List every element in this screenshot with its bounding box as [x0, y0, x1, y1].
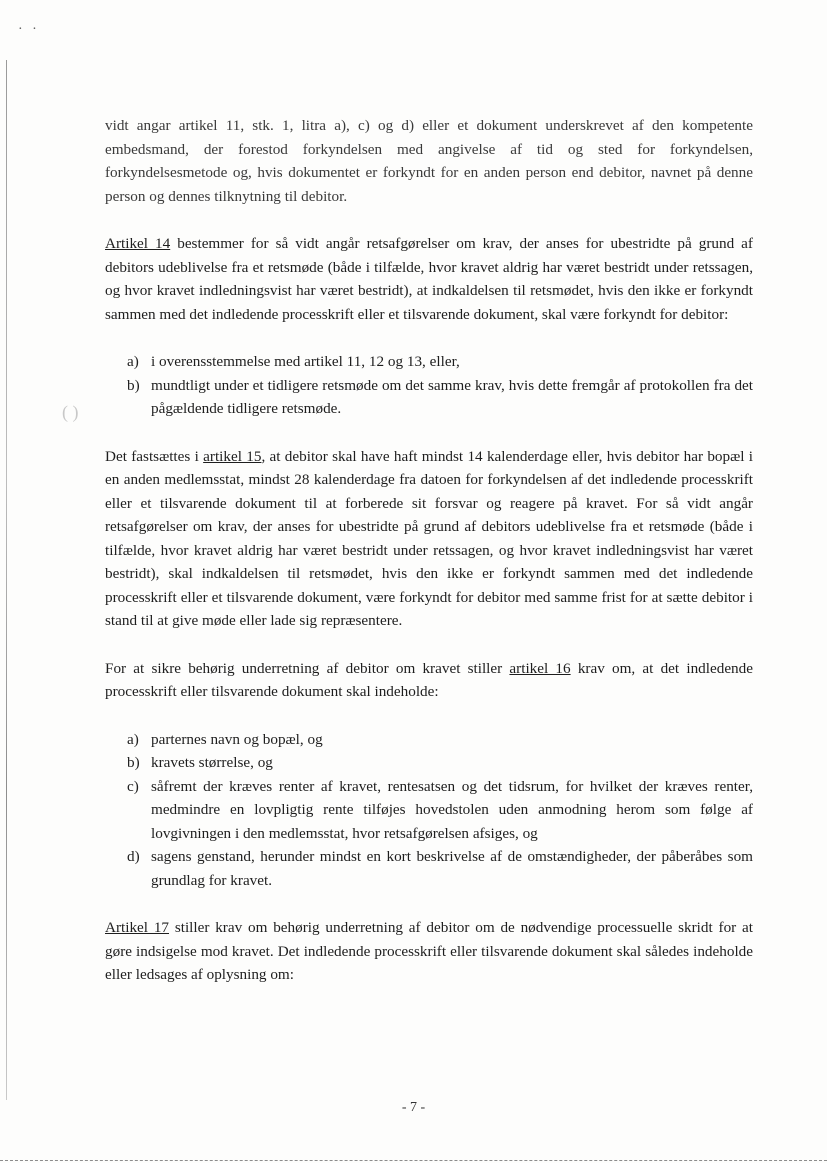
paragraph-article-17: Artikel 17 stiller krav om behørig underretning af debitor om de nødvendige processuelle skridt for at gøre indsigelse mod kravet. Det indledende processkrift eller tilsvarende dokument skal således indeholde eller ledsages af oplysning om:	[105, 919, 753, 983]
article-15-reference: artikel 15	[203, 447, 262, 465]
list-item: d) sagens genstand, herunder mindst en kort beskrivelse af de omstændigheder, der påberåbes som grundlag for kravet.	[127, 848, 753, 889]
paragraph-continuation: vidt angar artikel 11, stk. 1, litra a), c) og d) eller et dokument underskrevet af den kompetente embedsmand, der forestod forkyndelsen med angivelse af tid og sted for forkyndelsen, forkyndelsesmetode og, hvis dokumentet er forkyndt for en anden person end debitor, navnet på denne person og dennes tilknytning til debitor.	[105, 117, 753, 205]
list-item: c) såfremt der kræves renter af kravet, rentesatsen og det tidsrum, for hvilket der kræves renter, medmindre en lovpligtig rente tilføjes hovedstolen uden anmodning herom som følge af lovgivningen i den medlemsstat, hvor retsafgørelsen afsiges, og	[127, 777, 753, 842]
article-14-reference: Artikel 14	[105, 235, 171, 252]
article-16-reference: artikel 16	[509, 659, 571, 677]
list-item: b) mundtligt under et tidligere retsmøde om det samme krav, hvis dette fremgår af protokollen fra det pågældende tidligere retsmøde.	[127, 376, 753, 417]
list-item: a) i overensstemmelse med artikel 11, 12 og 13, eller,	[127, 353, 460, 370]
punch-hole-mark: ( )	[62, 402, 79, 422]
paragraph-article-14: Artikel 14 bestemmer for så vidt angår retsafgørelser om krav, der anses for ubestridte på grund af debitors udeblivelse fra et retsmøde (både i tilfælde, hvor kravet aldrig har været bestridt under retssagen, og hvor kravet indledningsvist har været bestridt), at indkaldelsen til retsmødet, hvis den ikke er forkyndt sammen med det indledende processkrift eller et tilsvarende dokument, skal være forkyndt for debitor:	[105, 235, 753, 323]
paragraph-article-15: Det fastsættes i artikel 15, at debitor skal have haft mindst 14 kalenderdage eller, hvis debitor har bopæl i en anden medlemsstat, mindst 28 kalenderdage fra datoen for forkyndelsen af det indledende processkrift eller et tilsvarende dokument til at forberede sit forsvar og reagere på kravet. For så vidt angår retsafgørelser om krav, der anses for ubestridte på grund af debitors udeblivelse fra et retsmøde (både i tilfælde, hvor kravet aldrig har været bestridt under retssagen, og hvor kravet indledningsvist har været bestridt), skal indkaldelsen til retsmødet, hvis den ikke er forkyndt sammen med det indledende processkrift eller et tilsvarende dokument, være forkyndt for debitor med samme frist for at sætte debitor i stand til at give møde eller lade sig repræsentere.	[105, 447, 753, 629]
list-item: b) kravets størrelse, og	[127, 754, 273, 771]
article-17-reference: Artikel 17	[105, 919, 170, 936]
list-article-16	[105, 728, 753, 893]
scan-edge	[6, 60, 7, 1100]
list-item: a) parternes navn og bopæl, og	[127, 730, 323, 748]
page-number: - 7 -	[401, 1100, 426, 1115]
paragraph-article-16: For at sikre behørig underretning af debitor om kravet stiller artikel 16 krav om, at det indledende processkrift eller tilsvarende dokument skal indeholde:	[105, 659, 753, 700]
list-article-14	[105, 350, 753, 421]
document-page	[105, 114, 753, 987]
scan-bottom-edge	[0, 1160, 827, 1162]
scan-artifact-dots: · ·	[18, 22, 40, 37]
